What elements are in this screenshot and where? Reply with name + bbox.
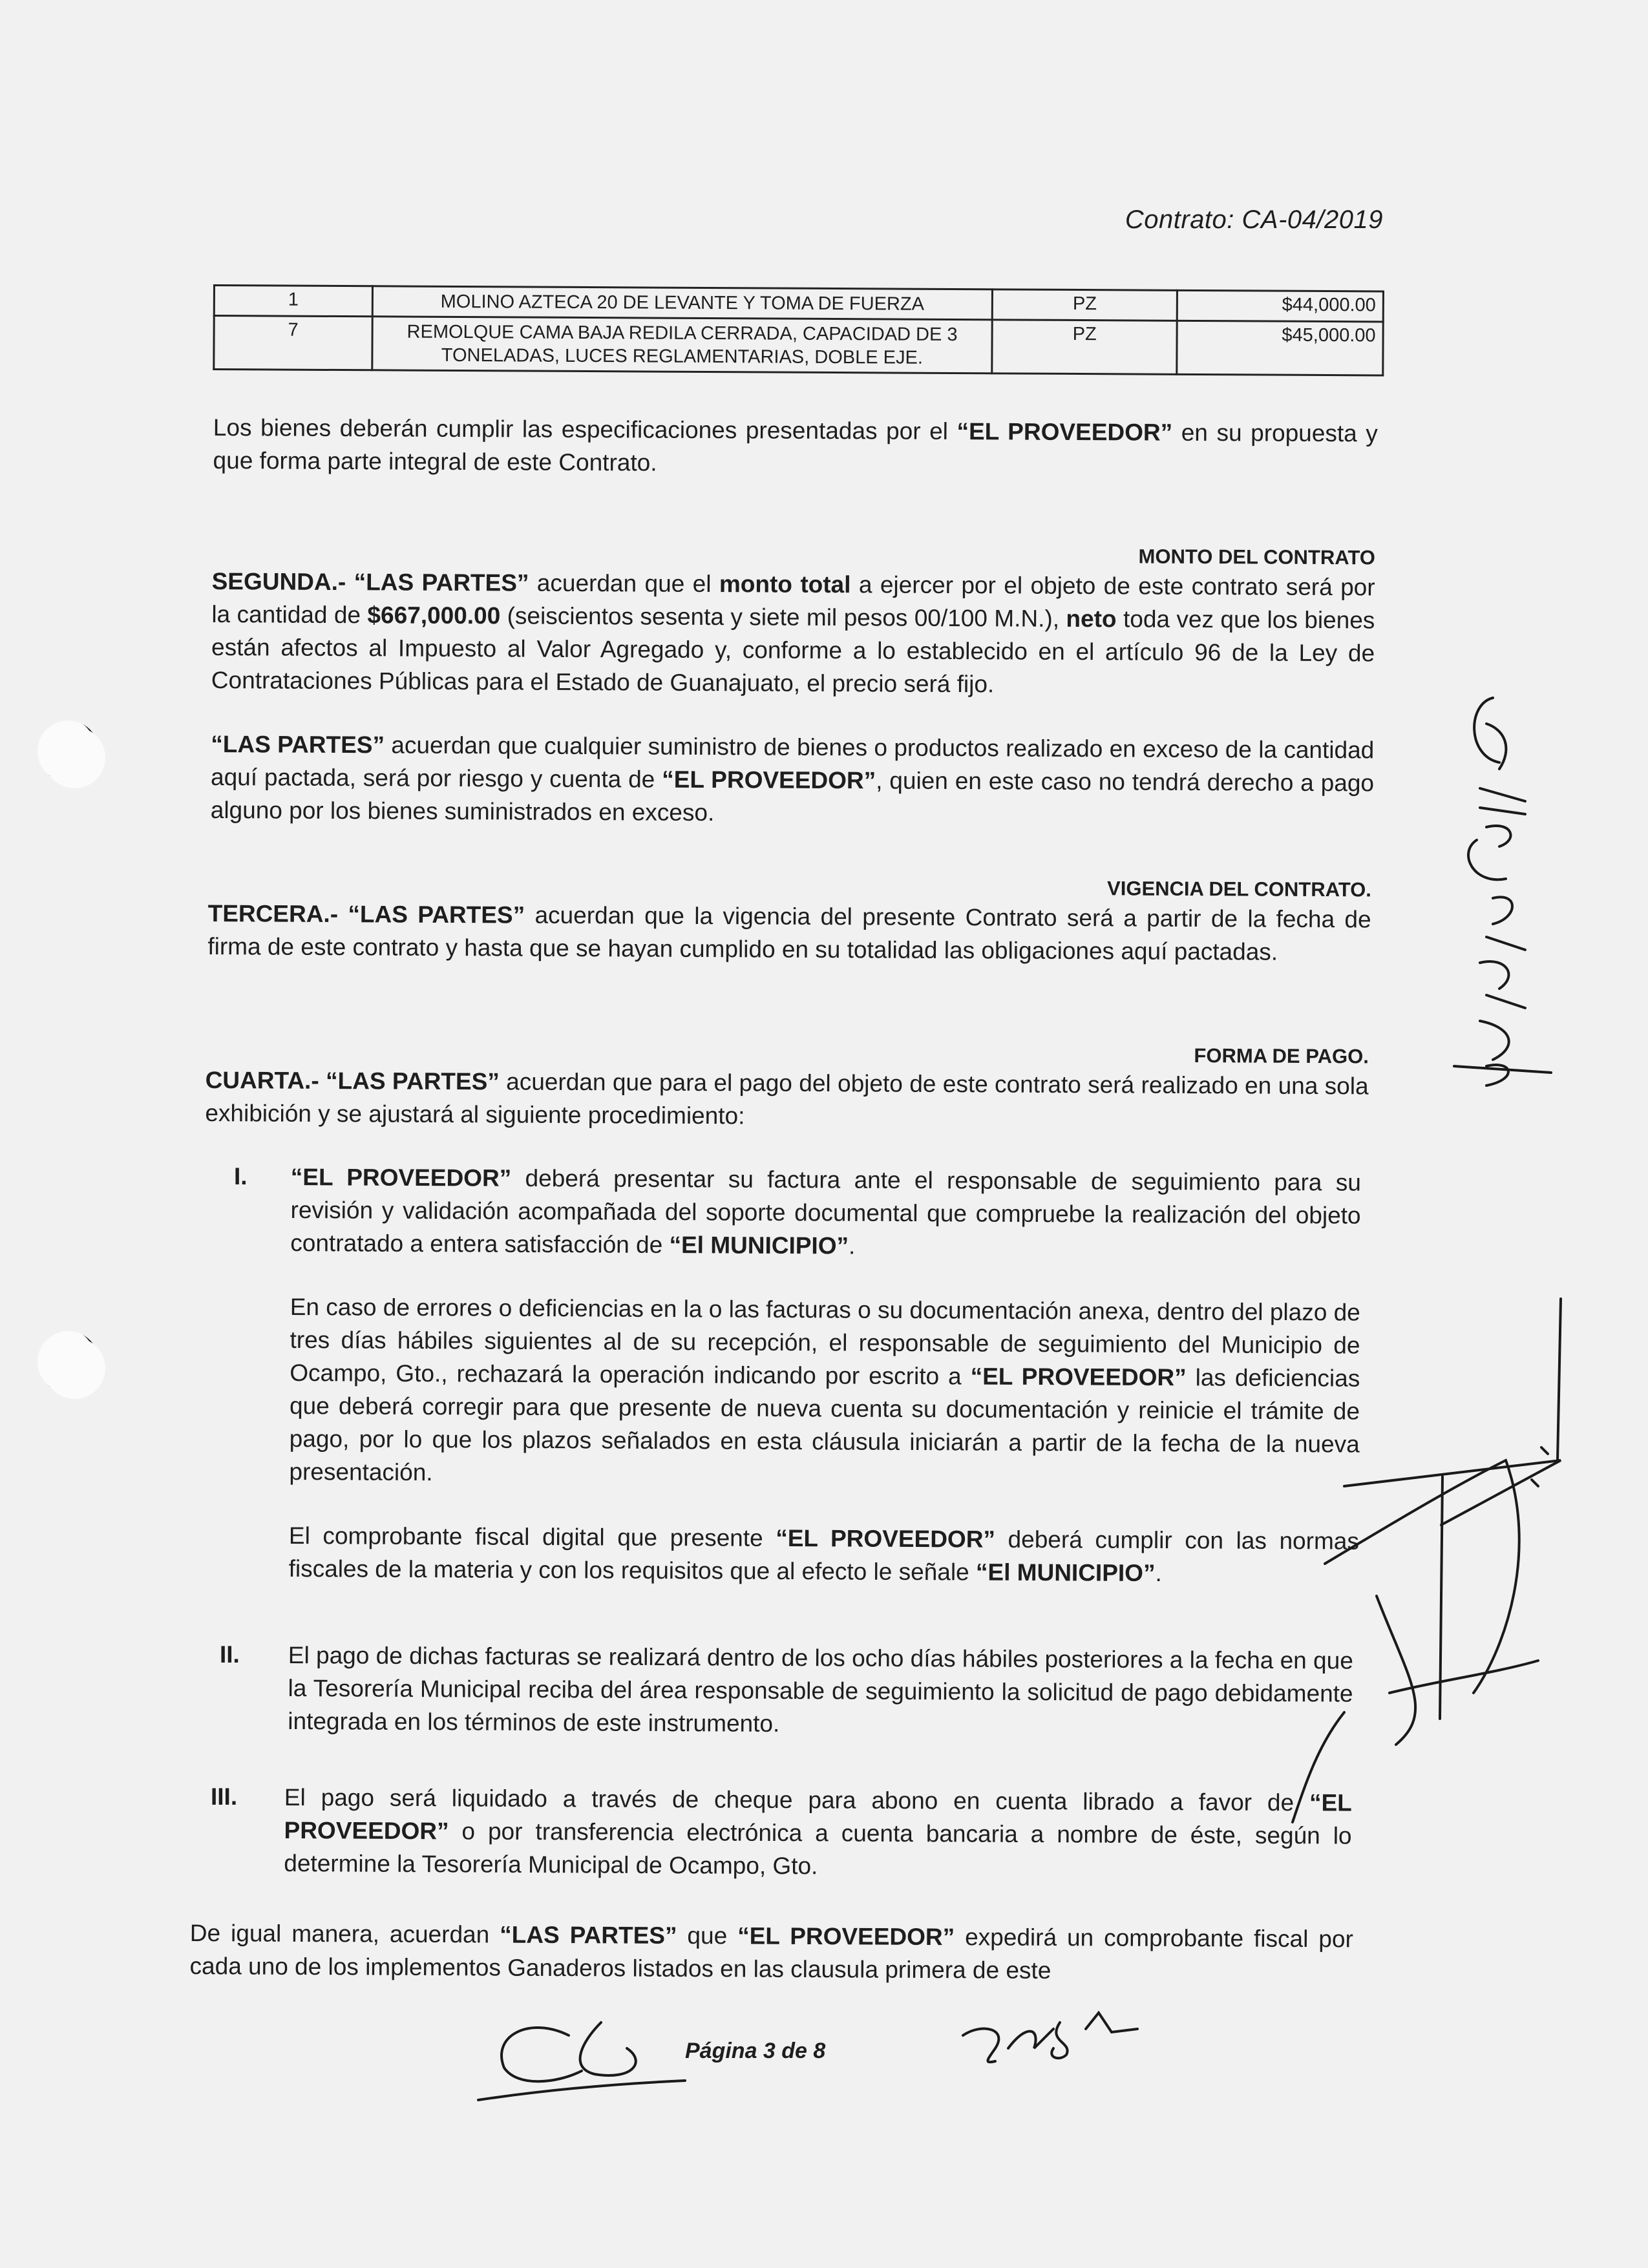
item-text: deberá cumplir con las normas fiscales de la materia y con los requisitos que al efecto le señale: [288, 1526, 1360, 1586]
payment-item-iii: [284, 1781, 1352, 1885]
clause-heading: MONTO DEL CONTRATO: [1138, 545, 1375, 569]
clause-text: toda vez que los bienes están afectos al Impuesto al Valor Agregado y, conforme a lo establecido en el artículo 96 de la Ley de Contrataciones Públicas para el Estado de Guanajuato, el precio será fijo.: [211, 605, 1375, 698]
item-text: El comprobante fiscal digital que presente: [288, 1522, 776, 1551]
intro-text: Los bienes deberán cumplir las especificaciones presentadas por el: [213, 414, 957, 445]
items-table: [213, 284, 1384, 376]
bold-term: neto: [1066, 605, 1117, 633]
closing-paragraph: [189, 1916, 1353, 1988]
clause-segunda: [211, 539, 1375, 832]
description-cell: MOLINO AZTECA 20 DE LEVANTE Y TOMA DE FUERZA: [372, 286, 992, 320]
unit-cell: PZ: [992, 289, 1178, 320]
intro-text: en su propuesta y que forma parte integral de este Contrato.: [213, 419, 1378, 476]
description-cell: REMOLQUE CAMA BAJA REDILA CERRADA, CAPACIDAD DE 3 TONELADAS, LUCES REGLAMENTARIAS, DOBLE EJE.: [372, 317, 992, 373]
party-proveedor: “EL PROVEEDOR”: [290, 1163, 512, 1192]
clause-label: CUARTA.- “LAS PARTES”: [205, 1066, 500, 1095]
clause-tercera: [207, 871, 1371, 969]
item-text: El pago de dichas facturas se realizará dentro de los ocho días hábiles posteriores a la fecha en que la Tesorería Municipal reciba del área responsable de seguimiento la solicitud de pago debidamente integrada en los términos de este instrumento.: [288, 1642, 1353, 1737]
clause-text: a ejercer por el objeto de este contrato será por la cantidad de: [211, 571, 1375, 629]
party-municipio: “El MUNICIPIO”: [975, 1559, 1156, 1587]
party-municipio: “El MUNICIPIO”: [669, 1232, 849, 1259]
payment-item-ii: [288, 1639, 1353, 1743]
price-cell: $44,000.00: [1178, 290, 1384, 322]
qty-cell: 7: [214, 316, 372, 370]
closing-text: expedirá un comprobante fiscal por cada uno de los implementos Ganaderos listados en las clausula primera de este: [189, 1924, 1353, 1984]
party-proveedor: “EL PROVEEDOR”: [737, 1922, 955, 1951]
item-text: o por transferencia electrónica a cuenta bancaria a nombre de éste, según lo determine la Tesorería Municipal de Ocampo, Gto.: [284, 1818, 1352, 1880]
price-cell: $45,000.00: [1177, 320, 1383, 375]
item-text: deberá presentar su factura ante el responsable de seguimiento para su revisión y validación acompañada del soporte documental que compruebe la realización del objeto contratado a entera satisfacción de: [290, 1164, 1361, 1259]
punch-hole: [37, 1331, 99, 1392]
initials-right: [963, 2013, 1137, 2062]
clause-text: (seiscientos sesenta y siete mil pesos 00/100 M.N.),: [500, 602, 1066, 632]
numeral-iii: III.: [211, 1783, 238, 1810]
clause-heading: FORMA DE PAGO.: [1194, 1044, 1369, 1068]
contract-reference: Contrato: CA-04/2019: [1125, 205, 1383, 234]
bold-term: monto total: [719, 571, 851, 598]
party-proveedor: “EL PROVEEDOR”: [284, 1789, 1352, 1845]
clause-text: acuerdan que la vigencia del presente Contrato será a partir de la fecha de firma de este contrato y hasta que se hayan cumplido en su totalidad las obligaciones aquí pactadas.: [207, 901, 1371, 965]
party-proveedor: “EL PROVEEDOR”: [956, 418, 1173, 446]
payment-item-i: [289, 1160, 1361, 1591]
clause-text: , quien en este caso no tendrá derecho a pago alguno por los bienes suministrados en exceso.: [210, 767, 1375, 826]
item-text: El pago será liquidado a través de cheque para abono en cuenta librado a favor de: [284, 1784, 1310, 1816]
unit-cell: PZ: [992, 320, 1178, 374]
party-proveedor: “EL PROVEEDOR”: [776, 1524, 996, 1553]
contract-amount: $667,000.00: [367, 602, 501, 629]
table-row: [214, 316, 1383, 375]
item-text: .: [1155, 1560, 1162, 1587]
party-proveedor: “EL PROVEEDOR”: [662, 766, 876, 794]
closing-text: que: [677, 1922, 738, 1949]
clause-label: TERCERA.- “LAS PARTES”: [207, 899, 525, 929]
item-text: En caso de errores o deficiencias en la o las facturas o su documentación anexa, dentro del plazo de tres días hábiles siguientes al de su recepción, el responsable de seguimiento del Municipio de Ocampo, Gto., rechazará la operación indicando por escrito a: [290, 1293, 1360, 1390]
numeral-i: I.: [234, 1163, 248, 1190]
qty-cell: 1: [214, 286, 372, 317]
intro-paragraph: [213, 411, 1378, 483]
item-text: las deficiencias que deberá corregir para que presente de nueva cuenta su documentación y reinicie el trámite de pago, por lo que los plazos señalados en esta cláusula iniciarán a partir de la fecha de la nueva presentación.: [289, 1364, 1360, 1486]
party-partes: “LAS PARTES”: [500, 1921, 677, 1949]
party-proveedor: “EL PROVEEDOR”: [970, 1363, 1187, 1391]
clause-text: acuerdan que el: [529, 569, 720, 598]
closing-text: De igual manera, acuerdan: [189, 1920, 500, 1948]
clause-text: acuerdan que cualquier suministro de bienes o productos realizado en exceso de la cantidad aquí pactada, será por riesgo y cuenta de: [210, 731, 1375, 793]
clause-cuarta: [205, 1038, 1369, 1135]
clause-heading: VIGENCIA DEL CONTRATO.: [1107, 877, 1371, 901]
numeral-ii: II.: [220, 1641, 240, 1668]
side-signature: [1454, 698, 1551, 1086]
page-number: Página 3 de 8: [685, 2039, 826, 2063]
initials-left: [478, 2022, 685, 2100]
party-partes: “LAS PARTES”: [211, 730, 385, 759]
clause-text: acuerdan que para el pago del objeto de este contrato será realizado en una sola exhibición y se ajustará al siguiente procedimiento:: [205, 1068, 1369, 1129]
punch-hole: [37, 720, 99, 782]
item-text: .: [848, 1232, 856, 1259]
clause-label: SEGUNDA.- “LAS PARTES”: [211, 567, 529, 596]
